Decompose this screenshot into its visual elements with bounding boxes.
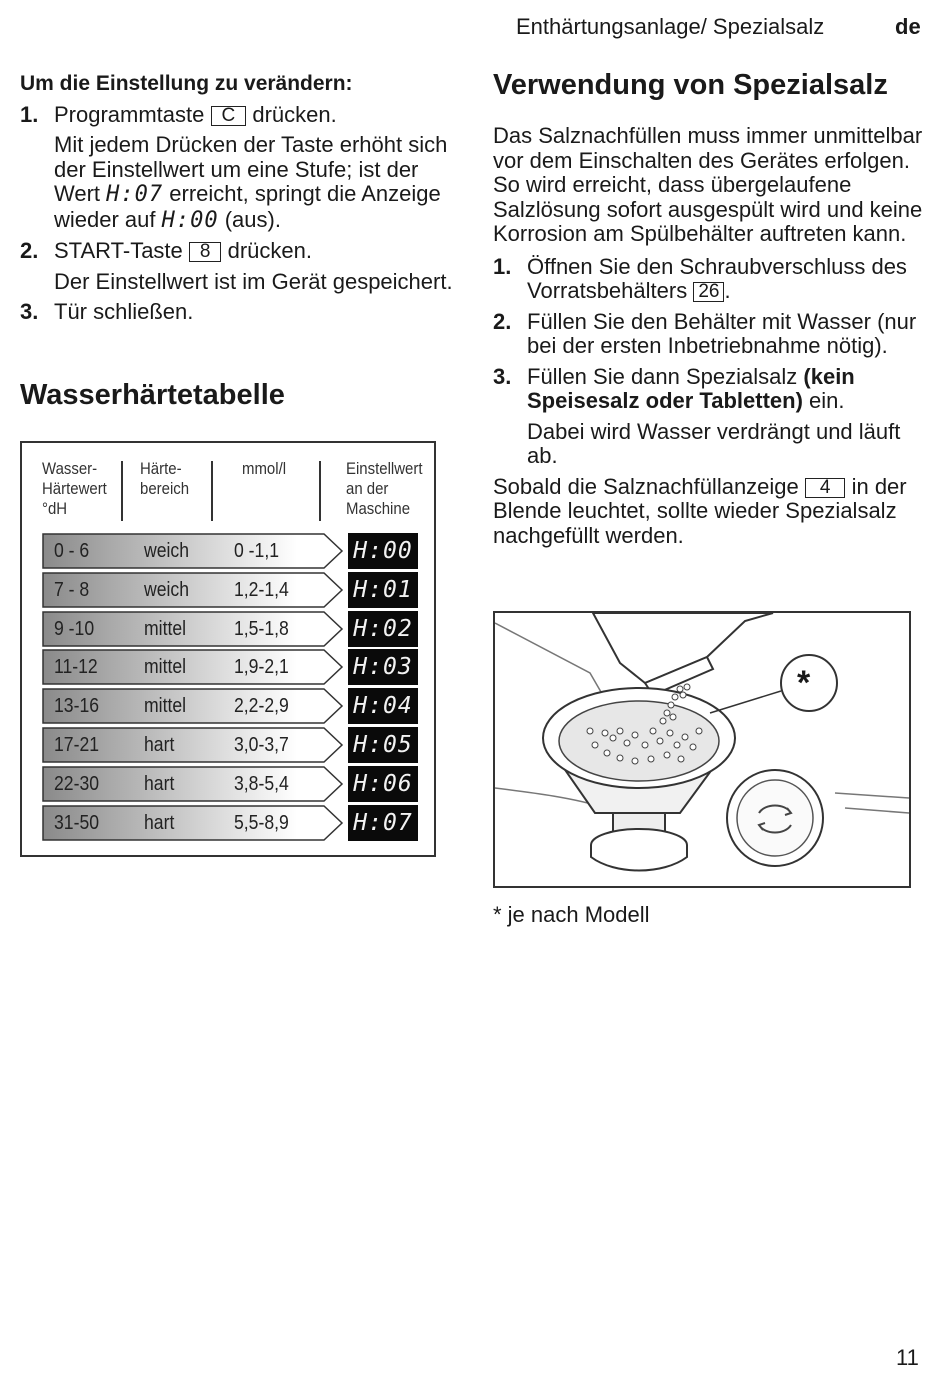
step-text: START-Taste	[54, 238, 189, 263]
header-water-hardness: Wasser- Härtewert °dH	[42, 459, 107, 518]
cell-mmol: 3,8-5,4	[234, 772, 289, 795]
header-divider	[211, 461, 213, 521]
running-header-title: Enthärtungsanlage/ Spezialsalz	[516, 14, 825, 39]
model-dependent-star: *	[797, 664, 811, 702]
step-text: Programmtaste	[54, 101, 211, 127]
salt-step-2	[493, 310, 933, 359]
step-3	[20, 300, 460, 325]
salt-step-3	[493, 365, 933, 414]
table-row	[22, 572, 434, 608]
refill-text-end: in der Blende leuchtet, sollte wieder Spezialsalz nachgefüllt werden.	[493, 473, 907, 548]
key-c-symbol: C	[211, 106, 247, 126]
header-hardness-range: Härte- bereich	[140, 459, 190, 498]
header-setting: Einstellwert an der Maschine	[346, 459, 423, 518]
cell-setting-display: H:04	[348, 688, 418, 724]
ref-26-symbol: 26	[693, 282, 724, 302]
refill-note	[493, 475, 933, 549]
detail-text: (aus).	[218, 206, 281, 232]
table-row	[22, 727, 434, 763]
cell-setting-display: H:03	[348, 649, 418, 685]
header-mmol: mmol/l	[242, 459, 287, 478]
step-2-detail: Der Einstellwert ist im Gerät gespeichert.	[54, 268, 453, 294]
detail-text: erreicht, springt die Anzeige wieder auf	[54, 181, 441, 232]
cell-mmol: 0 -1,1	[234, 540, 280, 562]
cell-dh: 0 - 6	[54, 540, 90, 562]
salt-step-1	[493, 255, 933, 304]
table-row	[22, 533, 434, 569]
cell-mmol: 2,2-2,9	[234, 695, 289, 718]
footnote: * je nach Modell	[493, 902, 650, 927]
ref-4-symbol: 4	[805, 478, 846, 498]
step-text-end: .	[724, 278, 731, 303]
salt-intro: Das Salznachfüllen muss immer unmittelbar vor dem Einschalten des Gerätes erfolgen. So wird erreicht, dass übergelaufene Salzlösung sofort ausgespült wird und keine Korrosion am Spülbehälter auftreten kann.	[493, 123, 923, 246]
table-row	[22, 688, 434, 724]
cell-dh: 17-21	[54, 734, 100, 756]
cell-mmol: 1,2-1,4	[234, 578, 289, 601]
cell-dh: 11-12	[54, 656, 98, 679]
table-title: Wasserhärtetabelle	[20, 379, 285, 411]
table-row	[22, 649, 434, 685]
refill-text: Sobald die Salznachfüllanzeige	[493, 473, 805, 499]
step-1-detail	[20, 133, 460, 233]
cell-setting-display: H:06	[348, 766, 418, 802]
cell-setting-display: H:05	[348, 727, 418, 763]
cell-range: hart	[144, 811, 175, 834]
cell-range: mittel	[144, 656, 187, 679]
water-hardness-table	[20, 441, 436, 857]
step-number: 1.	[20, 101, 39, 127]
cell-setting-display: H:00	[348, 533, 418, 569]
step-text: Füllen Sie dann Spezialsalz	[527, 363, 804, 389]
step-text-end: ein.	[802, 388, 845, 413]
step-text-end: drücken.	[221, 238, 312, 263]
step-number: 1.	[493, 253, 512, 279]
cell-setting-display: H:07	[348, 805, 418, 841]
header-divider	[121, 461, 123, 521]
step-number: 2.	[20, 238, 39, 263]
language-tag: de	[895, 14, 921, 39]
step-text: Tür schließen.	[54, 299, 194, 324]
salt-section-heading: Verwendung von Spezialsalz	[493, 69, 888, 101]
cell-mmol: 5,5-8,9	[234, 811, 289, 834]
step-text: Öffnen Sie den Schraubverschluss des Vorratsbehälters	[527, 253, 907, 303]
cell-range: hart	[144, 772, 175, 795]
right-column	[493, 68, 933, 548]
display-code-h07: H:07	[106, 182, 164, 207]
instructions-heading: Um die Einstellung zu verändern:	[20, 72, 353, 95]
table-row	[22, 766, 434, 802]
cell-mmol: 1,5-1,8	[234, 617, 289, 640]
cell-dh: 7 - 8	[54, 578, 90, 601]
salt-refill-illustration	[493, 611, 911, 888]
display-code-h00: H:00	[161, 207, 219, 233]
step-text-end: drücken.	[246, 101, 337, 127]
step-number: 2.	[493, 308, 512, 334]
step-1	[20, 103, 460, 128]
cell-dh: 31-50	[54, 811, 100, 834]
step-2	[20, 239, 460, 264]
cell-range: mittel	[144, 617, 187, 640]
step-number: 3.	[493, 363, 512, 389]
cell-range: mittel	[144, 695, 187, 718]
cell-range: hart	[144, 734, 175, 756]
salt-step-3-detail: Dabei wird Wasser verdrängt und läuft ab.	[527, 418, 901, 468]
cell-mmol: 3,0-3,7	[234, 734, 289, 756]
cell-mmol: 1,9-2,1	[234, 656, 289, 679]
key-8-symbol: 8	[189, 242, 222, 262]
left-column	[20, 72, 460, 325]
funnel-drawing	[495, 613, 909, 886]
step-warning: (kein Speisesalz oder Tabletten)	[527, 363, 855, 413]
page-number: 11	[896, 1345, 919, 1370]
cell-dh: 13-16	[54, 695, 100, 718]
cell-setting-display: H:02	[348, 611, 418, 647]
cell-setting-display: H:01	[348, 572, 418, 608]
table-row	[22, 805, 434, 841]
cell-range: weich	[144, 578, 190, 601]
cell-range: weich	[144, 540, 190, 562]
table-row	[22, 611, 434, 647]
step-number: 3.	[20, 299, 39, 324]
step-text: Füllen Sie den Behälter mit Wasser (nur bei der ersten Inbetriebnahme nötig).	[527, 308, 917, 358]
header-divider	[319, 461, 321, 521]
cell-dh: 9 -10	[54, 617, 95, 640]
detail-text: Mit jedem Drücken der Taste erhöht sich der Einstellwert um eine Stufe; ist der Wert	[54, 132, 448, 206]
cell-dh: 22-30	[54, 772, 100, 795]
